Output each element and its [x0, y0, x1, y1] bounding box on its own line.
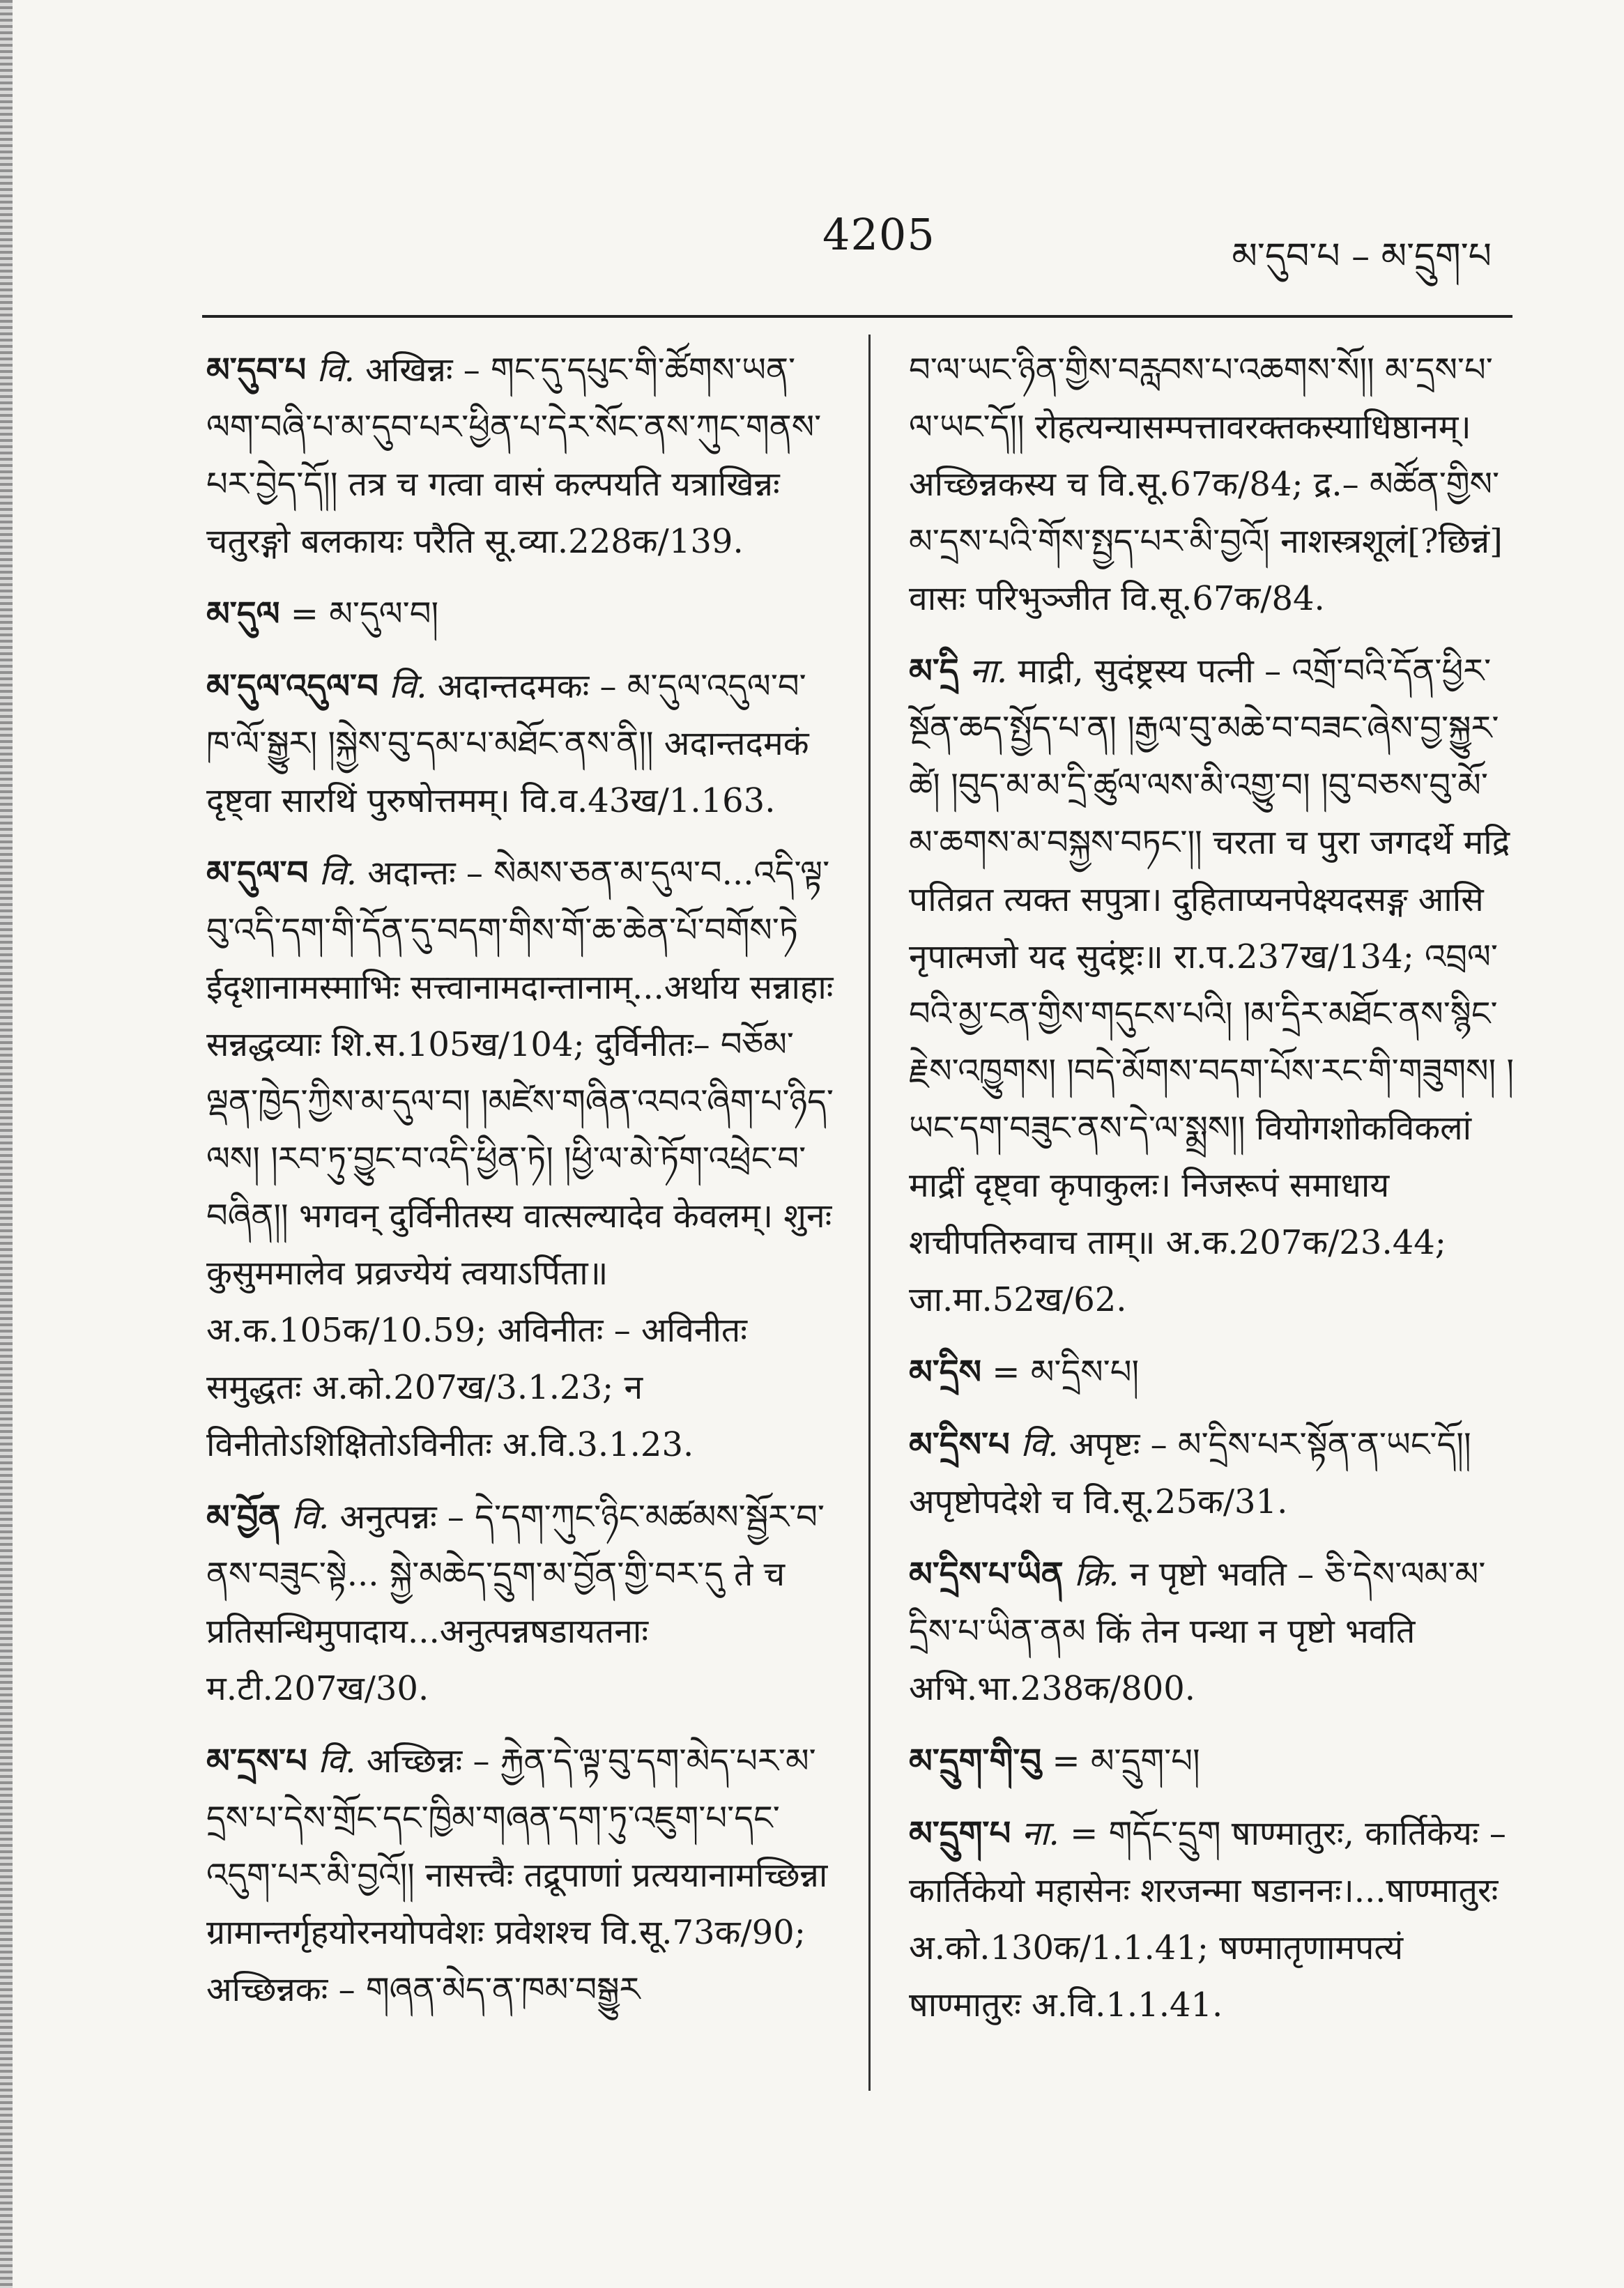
entry-headword: མ་དུལ་འདུལ་བ	[206, 667, 378, 706]
entry-text: अखिन्नः – གང་དུ་དཔུང་གི་ཚོགས་ཡན་ལག་བཞི་པ་མ་དུབ་པར་ཕྱིན་པ་དེར་སོང་ནས་ཀུང་གནས་པར་བྱེད་དོ།། तत्र च गत्वा वासं कल्पयति यत्राखिन्नः चतुरङ्गो बलकायः परैति सू.व्या.228क/139.	[206, 351, 822, 561]
dictionary-entry-continued	[891, 341, 1518, 627]
entry-grammar: ना.	[1021, 1814, 1059, 1853]
dictionary-entry	[891, 1546, 1518, 1717]
entry-text: = མ་དྲུག་པ།	[1052, 1742, 1200, 1781]
entry-headword: མ་དྲིས་པ	[909, 1425, 1010, 1464]
entry-text: = མ་དྲིས་པ།	[992, 1353, 1140, 1392]
entry-text: अपृष्टः – མ་དྲིས་པར་སྟོན་ན་ཡང་དོ།། अपृष्टोपदेशे च वि.सू.25क/31.	[909, 1425, 1471, 1521]
entry-grammar: वि.	[291, 1498, 330, 1537]
entry-headword: མ་དྲིས	[909, 1353, 981, 1392]
entry-grammar: वि.	[316, 351, 355, 390]
entry-text: अनुत्पन्नः – དེ་དག་ཀུང་ཉིང་མཚམས་སྦྱོར་བ་ནས་བཟུང་སྟེ... སྐྱེ་མཆེད་དྲུག་མ་བྱོན་གྱི་བར་དུ ते च प्रतिसन्धिमुपादाय...अनुत्पन्नषडायतनाः म.टी.207ख/30.	[206, 1498, 825, 1708]
dictionary-entry	[891, 1344, 1518, 1401]
entry-grammar: वि.	[389, 667, 427, 706]
page-number: 4205	[822, 209, 935, 260]
entry-text: अदान्तः – སེམས་ཅན་མ་དུལ་བ...འདི་ལྟ་བུ་འདི་དག་གི་དོན་དུ་བདག་གིས་གོ་ཆ་ཆེན་པོ་བགོས་ཏེ ईदृशानामस्माभिः सत्त्वानामदान्तानाम्...अर्थाय सन्नाहाः सन्नद्धव्याः शि.स.105ख/104; दुर्विनीतः– བཅོམ་ལྡན་ཁྱེད་ཀྱིས་མ་དུལ་བ། །མཛེས་གཞིན་འབའ་ཞིག་པ་ཉིད་ལས། །རབ་ཏུ་བྱུང་བ་འདི་ཕྱིན་ཏེ། །ཕྱི་ལ་མེ་ཏོག་འཕྲེང་བ་བཞིན།། भगवन् दुर्विनीतस्य वात्सल्यादेव केवलम्। शुनः कुसुममालेव प्रव्रज्येयं त्वयाऽर्पिता॥ अ.क.105क/10.59; अविनीतः – अविनीतः समुद्धतः अ.को.207ख/3.1.23; न विनीतोऽशिक्षितोऽविनीतः अ.वि.3.1.23.	[206, 854, 834, 1464]
entry-text: བ་ལ་ཡང་ཉིན་གྱིས་བརླབས་པ་འཆགས་སོ།། མ་དྲས་པ་ལ་ཡང་དོ།། रोहत्यन्यासम्पत्तावरक्तकस्याधिष्ठानम्। अच्छिन्नकस्य च वि.सू.67क/84; द्र.– མཚོན་གྱིས་མ་དྲས་པའི་གོས་སྤྱད་པར་མི་བྱའོ། नाशस्त्रशूलं[?छिन्नं] वासः परिभुञ्जीत वि.सू.67क/84.	[909, 351, 1503, 618]
entry-headword: མ་དྲི	[909, 652, 959, 691]
entry-headword: མ་དྲིས་པ་ཡིན	[909, 1555, 1064, 1594]
entry-headword: མ་དུལ	[206, 594, 280, 634]
header-rule	[202, 315, 1512, 318]
entry-text: अच्छिन्नः – རྐྱེན་དེ་ལྟ་བུ་དག་མེད་པར་མ་དྲས་པ་དེས་གྲོང་དང་ཁྱིམ་གཞན་དག་ཏུ་འཇུག་པ་དང་འདུག་པར་མི་བྱའོ།། नासत्त्वैः तद्रूपाणां प्रत्ययानामच्छिन्ना ग्रामान्तर्गृहयोरनयोपवेशः प्रवेशश्च वि.सू.73क/90; अच्छिन्नकः – གཞན་མེད་ན་ཁམ་བསྒྱུར	[206, 1742, 828, 2009]
entry-headword: མ་དུབ་པ	[206, 351, 307, 390]
entry-text: माद्री, सुदंष्ट्रस्य पत्नी – འགྲོ་བའི་དོན་ཕྱིར་སྔོན་ཆད་སྤྱོད་པ་ན། །རྒྱལ་བུ་མཆེ་བ་བཟང་ཞེས་བྱ་སྐྱུར་ཚེ། །བུད་མ་མ་དྲི་ཚུལ་ལས་མི་འགྱུ་བ། །བུ་བཅས་བུ་མོ་མ་ཆགས་མ་བསྐྱས་བཏང་།། चरता च पुरा जगदर्थे मद्रि पतिव्रत त्यक्त सपुत्रा। दुहिताप्यनपेक्ष्यदसङ्ग आसि नृपात्मजो यद सुदंष्ट्रः॥ रा.प.237ख/134; འབྲལ་བའི་མྱ་ངན་གྱིས་གདུངས་པའི། །མ་དྲིར་མཐོང་ནས་སྙིང་རྗེས་འཁྱུགས། །བདེ་མོགས་བདག་པོས་རང་གི་གཟུགས། །ཡང་དག་བཟུང་ནས་དེ་ལ་སྨྲས།། वियोगशोकविकलां माद्रीं दृष्ट्वा कृपाकुलः। निजरूपं समाधाय शचीपतिरुवाच ताम्॥ अ.क.207क/23.44; जा.मा.52ख/62.	[909, 652, 1515, 1319]
entry-grammar: क्रि.	[1073, 1555, 1119, 1594]
dictionary-entry	[188, 341, 836, 570]
entry-grammar: वि.	[319, 854, 357, 893]
entry-grammar: ना.	[969, 652, 1008, 691]
entry-text: = མ་དུལ་བ།	[290, 594, 439, 634]
scan-edge	[0, 0, 13, 2288]
entry-headword: མ་བྱོན	[206, 1498, 281, 1537]
right-column	[891, 341, 1518, 2049]
entry-headword: མ་དུལ་བ	[206, 854, 309, 893]
dictionary-entry	[188, 585, 836, 643]
dictionary-entry	[891, 1733, 1518, 1790]
dictionary-entry	[891, 1416, 1518, 1530]
entry-text: अदान्तदमकः – མ་དུལ་འདུལ་བ་ཁ་ལོ་སྒྱུར། །སྐྱེས་བུ་དམ་པ་མཐོང་ནས་ནི།། अदान्तदमकं दृष्ट्वा सारथिं पुरुषोत्तमम्। वि.व.43ख/1.163.	[206, 667, 809, 820]
entry-text: न पृष्टो भवति – ཅི་དེས་ལམ་མ་དྲིས་པ་ཡིན་ནམ किं तेन पन्था न पृष्टो भवति अभि.भा.238क/800.	[909, 1555, 1486, 1708]
left-column	[188, 341, 836, 2034]
entry-grammar: वि.	[1020, 1425, 1059, 1464]
entry-headword: མ་དྲས་པ	[206, 1742, 307, 1781]
dictionary-entry	[188, 845, 836, 1473]
dictionary-entry	[891, 643, 1518, 1328]
dictionary-entry	[188, 1733, 836, 2018]
dictionary-entry	[188, 658, 836, 829]
running-head: མ་དུབ་པ – མ་དྲུག་པ	[1232, 236, 1492, 277]
entry-headword: མ་དྲུག་གི་བུ	[909, 1742, 1042, 1781]
entry-headword: མ་དྲུག་པ	[909, 1814, 1011, 1853]
entry-grammar: वि.	[318, 1742, 356, 1781]
entry-text: = གདོང་དྲུག षाण्मातुरः, कार्तिकेयः – कार्तिकेयो महासेनः शरजन्मा षडाननः।...षाण्मातुरः अ.को.130क/1.1.41; षण्मातृणामपत्यं षाण्मातुरः अ.वि.1.1.41.	[909, 1814, 1506, 2025]
dictionary-entry	[188, 1489, 836, 1717]
dictionary-entry	[891, 1805, 1518, 2034]
column-divider	[868, 335, 871, 2091]
